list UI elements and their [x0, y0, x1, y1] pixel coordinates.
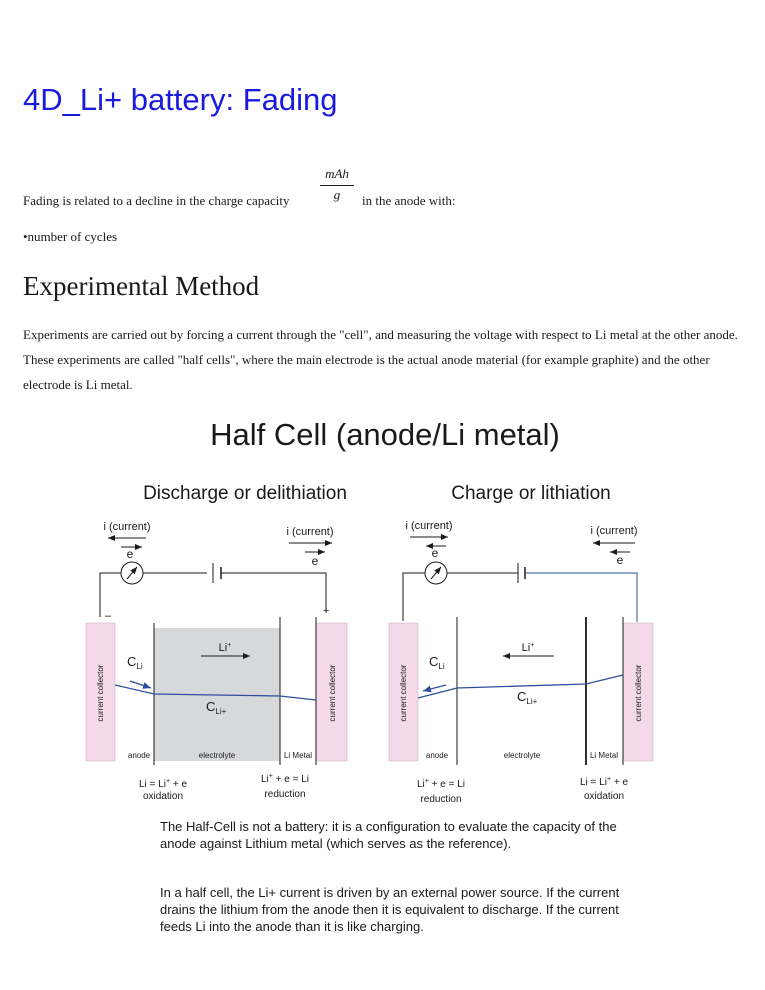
right-reduction-reaction: Li+ + e = Li — [416, 778, 466, 790]
left-reduction-reaction: Li+ + e = Li — [260, 773, 310, 785]
right-current-label-a: i (current) — [405, 520, 453, 532]
left-electron-label-a: e — [126, 547, 134, 561]
left-oxidation-label: oxidation — [142, 791, 184, 802]
left-panel-heading: Discharge or delithiation — [143, 483, 347, 504]
left-li-ion-label: Li+ — [218, 642, 232, 654]
left-circuit-wire-right — [221, 573, 326, 612]
left-li-metal-label: Li Metal — [283, 751, 313, 760]
right-current-label-b: i (current) — [590, 525, 638, 537]
right-electron-label-b: e — [616, 553, 624, 567]
method-paragraph: Experiments are carried out by forcing a current through the "cell", and measuring the voltage with respect to Li metal at the other anode. These experiments are called "half cells", where the main electrode is the actual anode material (for example graphite) and the other electrode is Li metal. — [23, 327, 738, 392]
right-collector-label-b: current collector — [634, 664, 643, 722]
left-c-li-label: $C_{Li}$ — [127, 654, 143, 671]
left-c-li-plus-label: $C_{Li+}$ — [206, 699, 227, 716]
right-li-metal-label: Li Metal — [589, 751, 619, 760]
left-oxidation-reaction: Li = Li+ + e — [138, 778, 188, 790]
fading-intro-text: Fading is related to a decline in the charge capacity — [23, 193, 290, 208]
right-circuit-wire — [403, 573, 518, 621]
half-cell-diagram — [80, 405, 680, 810]
figure-title: Half Cell (anode/Li metal) — [210, 417, 560, 452]
left-minus-sign: – — [105, 610, 112, 622]
fading-intro-text-end: in the anode with: — [362, 193, 456, 208]
left-electrolyte-label: electrolyte — [198, 751, 236, 760]
unit-numerator: mAh — [320, 166, 354, 186]
right-oxidation-label: oxidation — [583, 791, 625, 802]
right-c-li-plus-label: $C_{Li+}$ — [517, 689, 538, 706]
right-li-ion-label: Li+ — [521, 642, 535, 654]
left-electron-label-b: e — [311, 554, 319, 568]
unit-denominator: g — [333, 187, 341, 202]
section-heading: Experimental Method — [23, 271, 260, 301]
capacity-unit-fraction — [320, 166, 354, 203]
left-current-label-a: i (current) — [103, 521, 151, 533]
figure-caption-2: In a half cell, the Li+ current is driven by an external power source. If the current drains the lithium from the anode then it is equivalent to discharge. If the current feeds Li into the anode than it is like charging. — [160, 885, 620, 934]
left-reduction-label: reduction — [264, 789, 306, 800]
right-concentration-arrow — [423, 685, 446, 691]
right-electron-label-a: e — [431, 546, 439, 560]
right-c-li-label: $C_{Li}$ — [429, 654, 445, 671]
left-anode-label: anode — [127, 751, 151, 760]
right-anode-label: anode — [425, 751, 449, 760]
right-circuit-wire-right — [525, 573, 637, 622]
right-panel-heading: Charge or lithiation — [451, 483, 611, 504]
right-reduction-label: reduction — [420, 794, 462, 805]
left-plus-sign: + — [323, 605, 330, 617]
bullet-number-of-cycles: •number of cycles — [23, 229, 118, 244]
page-title: 4D_Li+ battery: Fading — [23, 82, 338, 117]
left-collector-label-b: current collector — [328, 664, 337, 722]
right-oxidation-reaction: Li = Li+ + e — [579, 776, 629, 788]
right-collector-label-a: current collector — [399, 664, 408, 722]
right-electrolyte-label: electrolyte — [503, 751, 541, 760]
figure-caption-1: The Half-Cell is not a battery: it is a configuration to evaluate the capacity of the anode against Lithium metal (which serves as the reference). — [160, 819, 617, 851]
left-concentration-arrow — [130, 681, 151, 688]
left-collector-label-a: current collector — [96, 664, 105, 722]
left-current-label-b: i (current) — [286, 526, 334, 538]
left-circuit-wire — [100, 573, 207, 617]
